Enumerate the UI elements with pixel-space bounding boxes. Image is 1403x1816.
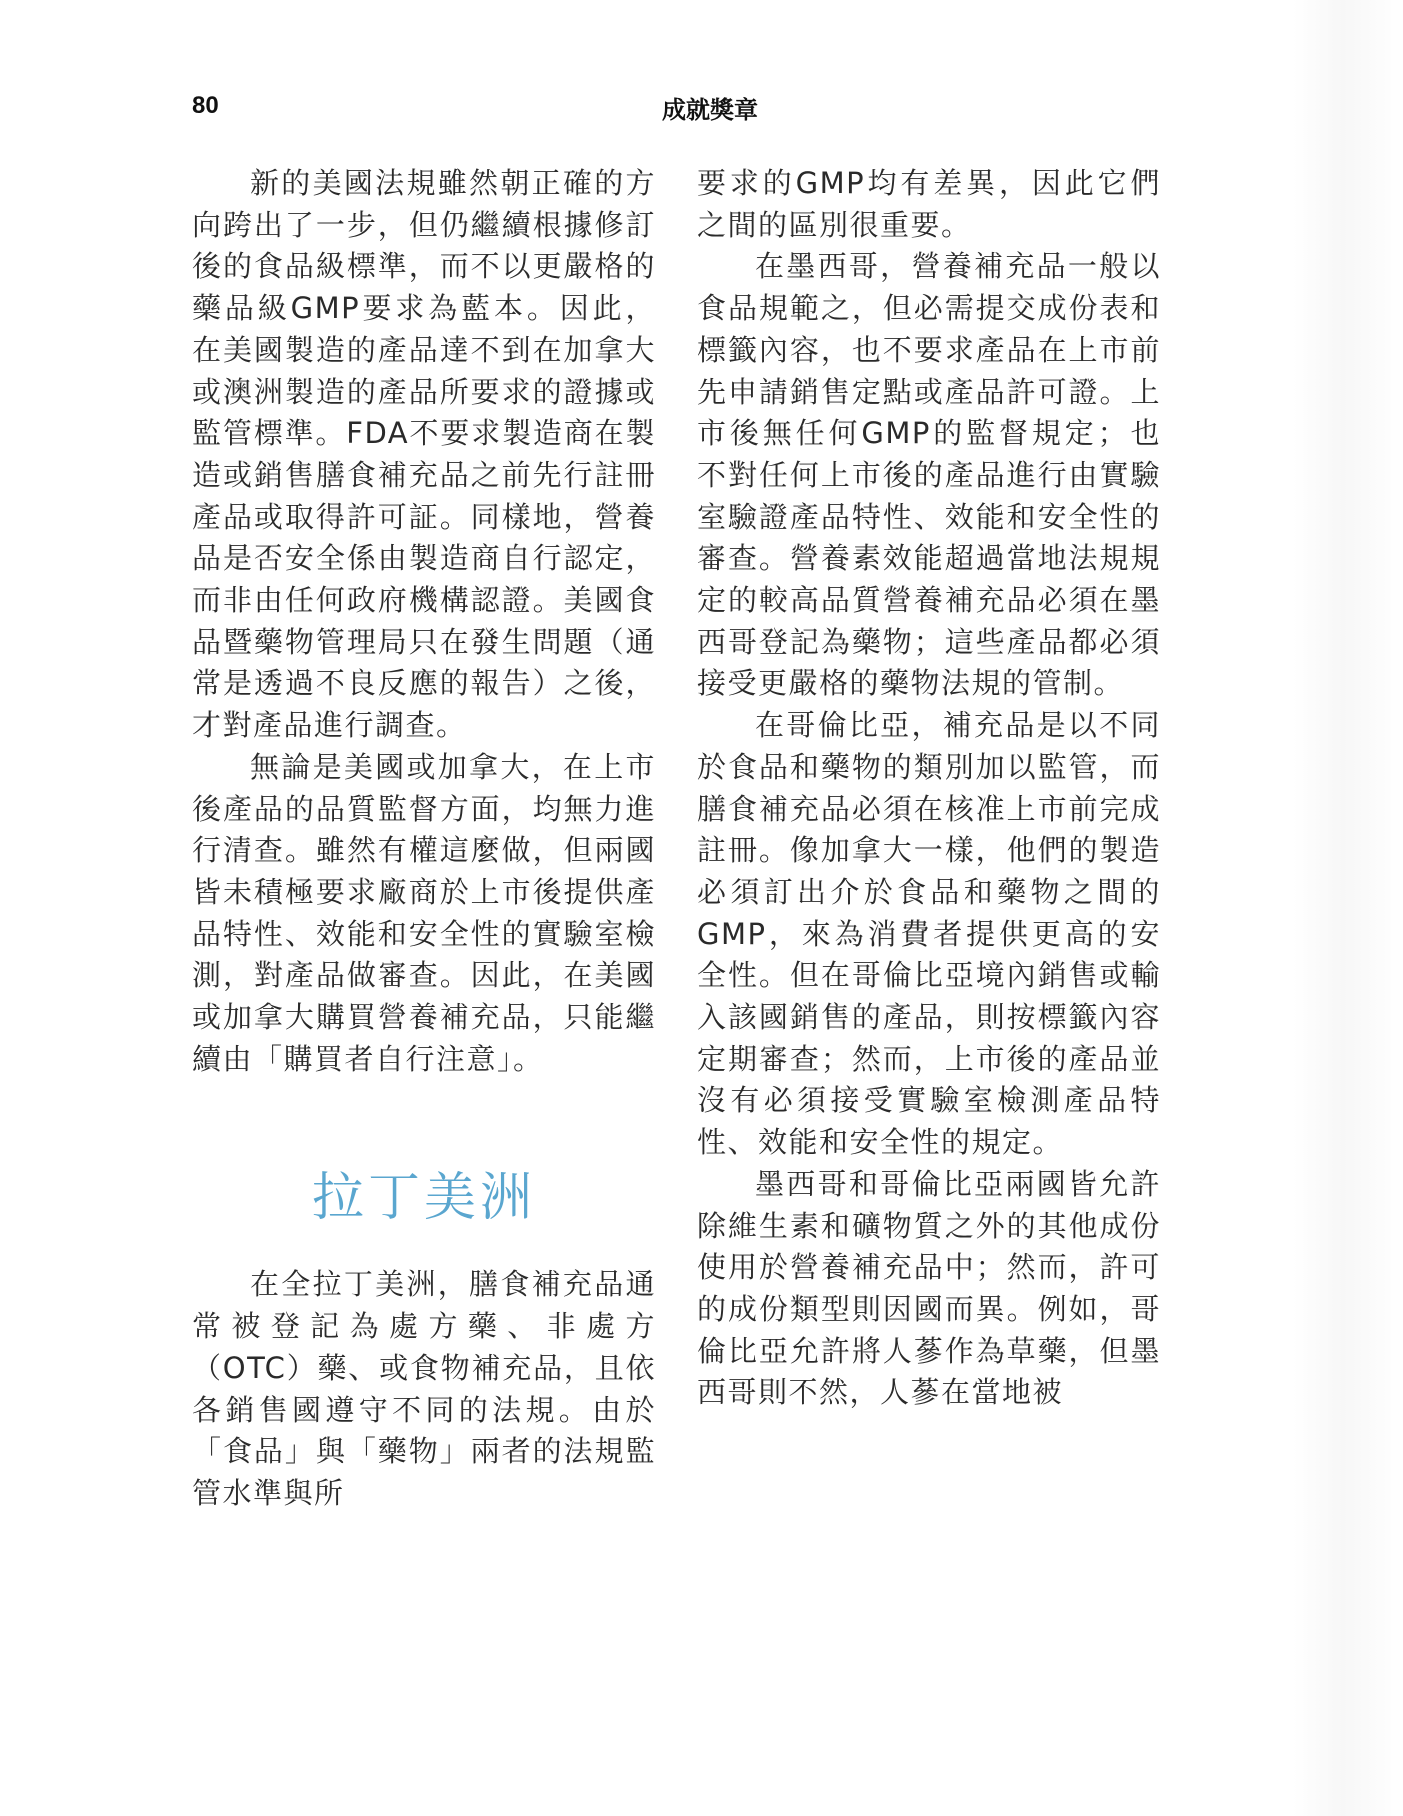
paragraph-colombia: 在哥倫比亞，補充品是以不同於食品和藥物的類別加以監管，而膳食補充品必須在核准上市前完成註冊。像加拿大一樣，他們的製造必須訂出介於食品和藥物之間的GMP，來為消費者提供更高的安全性。但在哥倫比亞境內銷售或輸入該國銷售的產品，則按標籤內容定期審查；然而，上市後的產品並沒有必須接受實驗室檢測產品特性、效能和安全性的規定。 — [697, 708, 1161, 1160]
paragraph-mexico: 在墨西哥，營養補充品一般以食品規範之，但必需提交成份表和標籤內容，也不要求產品在上市前先申請銷售定點或產品許可證。上市後無任何GMP的監督規定；也不對任何上市後的產品進行由實驗室驗證產品特性、效能和安全性的審查。營養素效能超過當地法規規定的較高品質營養補充品必須在墨西哥登記為藥物；這些產品都必須接受更嚴格的藥物法規的管制。 — [697, 249, 1161, 701]
page-number: 80 — [192, 92, 219, 119]
paragraph-ingredients: 墨西哥和哥倫比亞兩國皆允許除維生素和礦物質之外的其他成份使用於營養補充品中；然而，許可的成份類型則因國而異。例如，哥倫比亞允許將人蔘作為草藥，但墨西哥則不然，人蔘在當地被 — [697, 1166, 1161, 1410]
right-column — [697, 163, 1161, 1414]
paragraph-post-market: 無論是美國或加拿大，在上市後產品的品質監督方面，均無力進行清查。雖然有權這麼做，但兩國皆未積極要求廠商於上市後提供產品特性、效能和安全性的實驗室檢測，對產品做審查。因此，在美國或加拿大購買營養補充品，只能繼續由「購買者自行注意」。 — [192, 749, 656, 1076]
section-heading-latin-america: 拉丁美洲 — [311, 1168, 536, 1229]
paragraph-continuation: 要求的GMP均有差異，因此它們之間的區別很重要。 — [697, 166, 1161, 242]
running-title: 成就獎章 — [662, 96, 758, 124]
page-edge-shadow — [1293, 0, 1403, 1816]
left-column — [192, 163, 656, 1515]
paragraph-us-regulation: 新的美國法規雖然朝正確的方向跨出了一步，但仍繼續根據修訂後的食品級標準，而不以更嚴格的藥品級GMP要求為藍本。因此，在美國製造的產品達不到在加拿大或澳洲製造的產品所要求的證據或監管標準。FDA不要求製造商在製造或銷售膳食補充品之前先行註冊產品或取得許可証。同樣地，營養品是否安全係由製造商自行認定，而非由任何政府機構認證。美國食品暨藥物管理局只在發生問題（通常是透過不良反應的報告）之後，才對產品進行調查。 — [192, 166, 656, 743]
paragraph-latin-america: 在全拉丁美洲，膳食補充品通常被登記為處方藥、非處方（OTC）藥、或食物補充品，且依各銷售國遵守不同的法規。由於「食品」與「藥物」兩者的法規監管水準與所 — [192, 1267, 656, 1510]
